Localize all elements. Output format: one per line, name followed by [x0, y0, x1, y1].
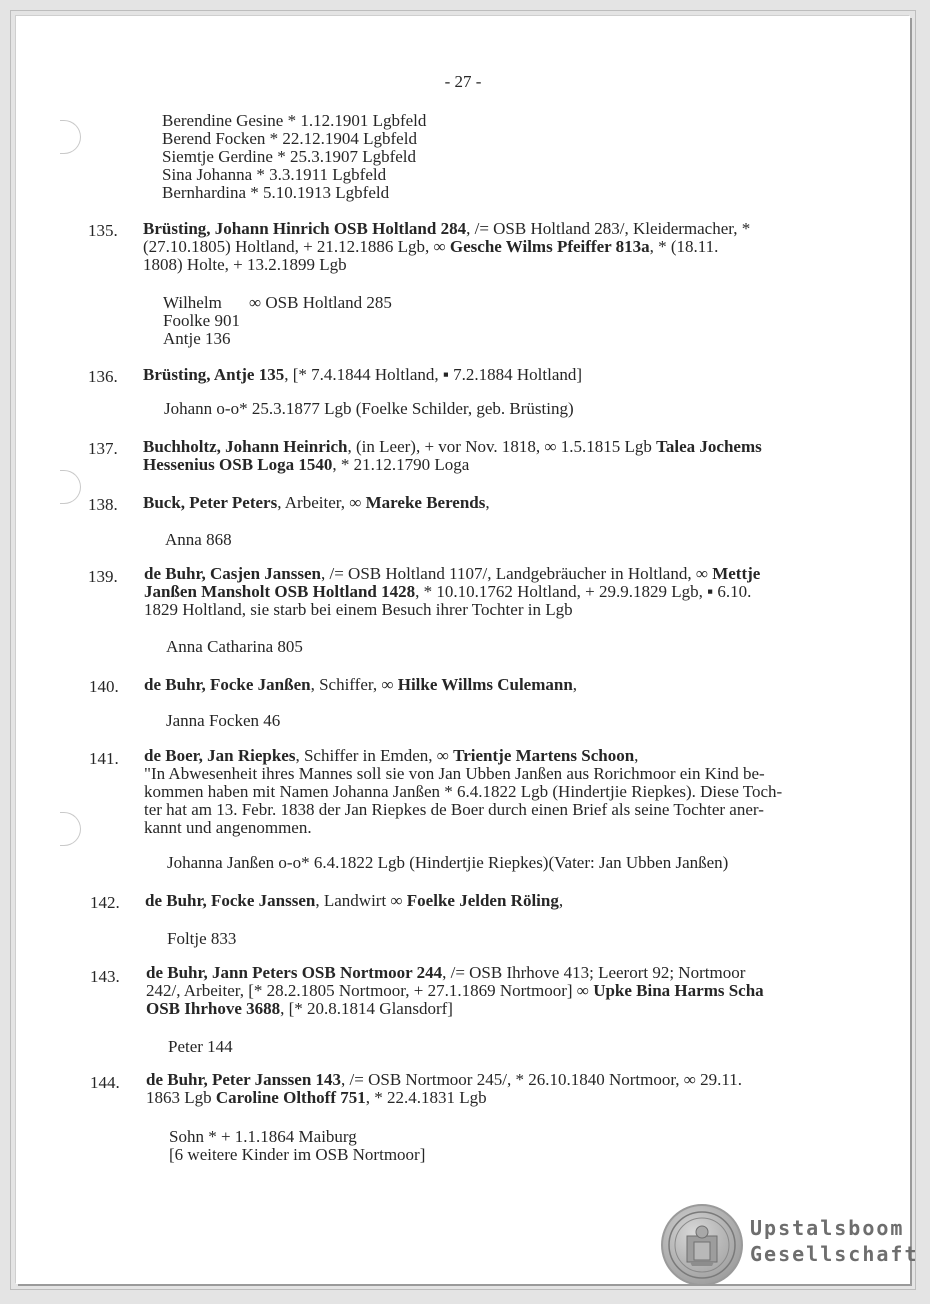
- entry-number: 140.: [89, 677, 119, 696]
- child-item: [6 weitere Kinder im OSB Nortmoor]: [169, 1145, 426, 1164]
- spouse-name: Hilke Willms Culemann: [397, 675, 573, 694]
- entry-line: [143, 456, 469, 474]
- person-name: Brüsting, Johann Hinrich OSB Holtland 284: [143, 219, 467, 238]
- seal-emblem-icon: [663, 1206, 741, 1284]
- entry-text: , /= OSB Ihrhove 413; Leerort 92; Nortmoor: [442, 963, 746, 982]
- entry-number: 141.: [89, 749, 119, 768]
- spouse-name: Mareke Berends: [365, 493, 486, 512]
- entry-text: , /= OSB Holtland 1107/, Landgebräucher in Holtland, ∞: [320, 564, 713, 583]
- entry-text: ,: [558, 891, 564, 910]
- entry-line: [146, 1000, 453, 1018]
- entry-line: [146, 964, 745, 982]
- person-name: Buchholtz, Johann Heinrich: [143, 437, 348, 456]
- quote-line: kommen haben mit Namen Johanna Janßen * 6.4.1822 Lgb (Hindertjie Riepkes). Diese Toch-: [144, 782, 783, 801]
- list-item: Berendine Gesine * 1.12.1901 Lgbfeld: [162, 111, 427, 130]
- quote-line: kannt und angenommen.: [144, 818, 312, 837]
- entry-number: 139.: [88, 567, 118, 586]
- entry-number: 137.: [88, 439, 118, 458]
- person-name: Buck, Peter Peters: [143, 493, 278, 512]
- entry-number: 142.: [90, 893, 120, 912]
- entry-line: [144, 565, 760, 583]
- entry-text: , * (18.11.: [649, 237, 719, 256]
- child-item: Johann o-o* 25.3.1877 Lgb (Foelke Schilder, geb. Brüsting): [164, 399, 574, 418]
- entry-line: [144, 747, 638, 765]
- entry-line: 1808) Holte, + 13.2.1899 Lgb: [143, 255, 347, 274]
- punch-hole-mark: [60, 470, 81, 504]
- entry-text: , (in Leer), + vor Nov. 1818, ∞ 1.5.1815 Lgb: [347, 437, 657, 456]
- person-name: de Buhr, Focke Janßen: [144, 675, 311, 694]
- spouse-name: Talea Jochems: [656, 437, 762, 456]
- child-item: Janna Focken 46: [166, 711, 281, 730]
- spouse-name: OSB Ihrhove 3688: [146, 999, 281, 1018]
- entry-line: [143, 238, 718, 256]
- entry-line: [144, 583, 751, 601]
- quote-line: ter hat am 13. Febr. 1838 der Jan Riepkes de Boer durch einen Brief als seine Tochter aner-: [144, 800, 764, 819]
- child-item: Anna 868: [165, 530, 232, 549]
- society-name-line2: Gesellschaft: [750, 1242, 919, 1266]
- entry-text: , Schiffer, ∞: [310, 675, 398, 694]
- society-seal-icon: [661, 1204, 743, 1286]
- person-name: de Boer, Jan Riepkes: [144, 746, 296, 765]
- entry-text: , Landwirt ∞: [315, 891, 407, 910]
- entry-text: , * 21.12.1790 Loga: [332, 455, 470, 474]
- society-name-line1: Upstalsboom: [750, 1216, 905, 1240]
- spouse-name: Upke Bina Harms Scha: [593, 981, 764, 1000]
- entry-line: [146, 982, 764, 1000]
- child-item: Anna Catharina 805: [166, 637, 303, 656]
- spouse-name: Gesche Wilms Pfeiffer 813a: [449, 237, 650, 256]
- entry-text: , /= OSB Nortmoor 245/, * 26.10.1840 Nortmoor, ∞ 29.11.: [341, 1070, 743, 1089]
- list-item: Bernhardina * 5.10.1913 Lgbfeld: [162, 183, 390, 202]
- spouse-name: Mettje: [712, 564, 761, 583]
- entry-text: , * 10.10.1762 Holtland, + 29.9.1829 Lgb, ▪ 6.10.: [415, 582, 752, 601]
- child-item: Johanna Janßen o-o* 6.4.1822 Lgb (Hindertjie Riepkes)(Vater: Jan Ubben Janßen): [167, 853, 729, 872]
- entry-line: [146, 1071, 742, 1089]
- entry-number: 144.: [90, 1073, 120, 1092]
- entry-text: ,: [485, 493, 490, 512]
- punch-hole-mark: [60, 812, 81, 846]
- spouse-name: Trientje Martens Schoon: [453, 746, 635, 765]
- entry-line: [144, 676, 577, 694]
- page-number: - 27 -: [444, 72, 482, 91]
- person-name: de Buhr, Focke Janssen: [145, 891, 316, 910]
- entry-number: 136.: [88, 367, 118, 386]
- document-page: [16, 16, 919, 1284]
- entry-text: , Arbeiter, ∞: [277, 493, 366, 512]
- entry-number: 135.: [88, 221, 118, 240]
- child-note: ∞ OSB Holtland 285: [249, 293, 392, 312]
- person-name: de Buhr, Jann Peters OSB Nortmoor 244: [146, 963, 443, 982]
- list-item: Siemtje Gerdine * 25.3.1907 Lgbfeld: [162, 147, 417, 166]
- child-item: Foltje 833: [167, 929, 237, 948]
- quote-line: "In Abwesenheit ihres Mannes soll sie von Jan Ubben Janßen aus Rorichmoor ein Kind be-: [144, 764, 765, 783]
- entry-line: [143, 220, 750, 238]
- person-name: de Buhr, Peter Janssen 143: [146, 1070, 342, 1089]
- entry-number: 138.: [88, 495, 118, 514]
- entry-line: [145, 892, 563, 910]
- entry-line: [146, 1089, 487, 1107]
- entry-line: [143, 366, 582, 384]
- list-item: Sina Johanna * 3.3.1911 Lgbfeld: [162, 165, 387, 184]
- entry-text: ,: [572, 675, 578, 694]
- entry-number: 143.: [90, 967, 120, 986]
- entry-text: 1863 Lgb: [146, 1088, 216, 1107]
- entry-text: , /= OSB Holtland 283/, Kleidermacher, *: [466, 219, 751, 238]
- spouse-name: Foelke Jelden Röling: [406, 891, 559, 910]
- entry-text: , * 22.4.1831 Lgb: [365, 1088, 487, 1107]
- punch-hole-mark: [60, 120, 81, 154]
- person-name: de Buhr, Casjen Janssen: [144, 564, 321, 583]
- child-item: Peter 144: [168, 1037, 233, 1056]
- entry-line: [143, 494, 490, 512]
- spouse-name: Hessenius OSB Loga 1540: [143, 455, 333, 474]
- child-item: Sohn * + 1.1.1864 Maiburg: [169, 1127, 357, 1146]
- list-item: Berend Focken * 22.12.1904 Lgbfeld: [162, 129, 417, 148]
- child-item: Foolke 901: [163, 311, 240, 330]
- entry-line: [143, 438, 762, 456]
- person-name: Brüsting, Antje 135: [143, 365, 285, 384]
- child-item: Wilhelm: [163, 293, 222, 312]
- entry-text: (27.10.1805) Holtland, + 21.12.1886 Lgb, ∞: [143, 237, 450, 256]
- spouse-name: Janßen Mansholt OSB Holtland 1428: [144, 582, 416, 601]
- entry-text: ,: [634, 746, 639, 765]
- entry-text: , Schiffer in Emden, ∞: [295, 746, 454, 765]
- entry-text: 242/, Arbeiter, [* 28.2.1805 Nortmoor, + 27.1.1869 Nortmoor] ∞: [146, 981, 594, 1000]
- entry-line: 1829 Holtland, sie starb bei einem Besuch ihrer Tochter in Lgb: [144, 600, 573, 619]
- spouse-name: Caroline Olthoff 751: [215, 1088, 366, 1107]
- child-item: Antje 136: [163, 329, 231, 348]
- entry-text: , [* 20.8.1814 Glansdorf]: [280, 999, 453, 1018]
- entry-text: , [* 7.4.1844 Holtland, ▪ 7.2.1884 Holtland]: [284, 365, 583, 384]
